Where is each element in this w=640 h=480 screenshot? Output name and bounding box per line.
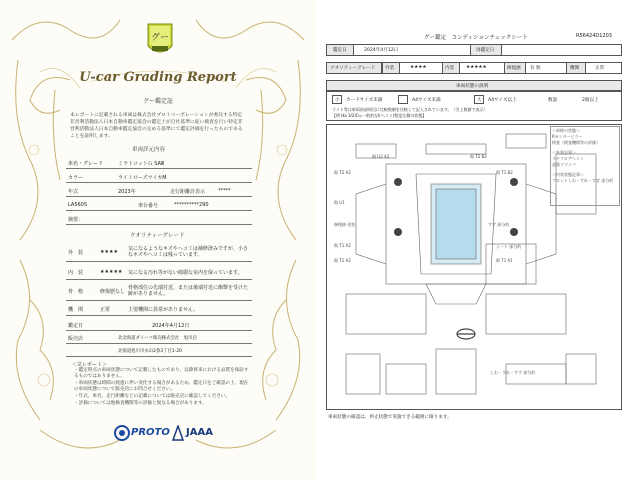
legend-note-1: ライト等は車両前部周辺に比較数値を比較して記入されています。（引上数値で表示） [332, 107, 488, 112]
damage-label-10: すず 部分的 [488, 222, 510, 227]
jaaa-brand: JAAA [186, 427, 213, 438]
section-vehicle-heading: 車両詳元内容 [132, 147, 166, 153]
condition-check-sheet [320, 0, 640, 480]
row-frame [66, 281, 252, 301]
damage-label-8: 修理跡 塗装 [334, 222, 356, 227]
intro-text: 本レポートに記載される車両は株式会社プロトコーポレーションが委託する特定非営利活動法人日本自動車鑑定協会の鑑定士が自社基準に従い検査を行い特定非営利活動法人日本自動車鑑定協会の定める基準にて鑑定評価を行ったものであることを証明します。 [70, 113, 243, 139]
damage-label-1: 傷 U2 A2 [372, 154, 390, 159]
shop-address: 北海道旭川市永山2条3丁目1-20 [118, 349, 182, 354]
damage-label-7: 傷 T1 A2 [334, 258, 351, 263]
frame-value: 修復歴なし [100, 289, 126, 295]
shop-label: 販売店 [68, 336, 84, 342]
interior-desc: 気になる汚れ等がない綺麗な室内を保っています。 [128, 270, 243, 276]
row-car-name [66, 156, 252, 169]
side-note-2b: 品質ソマイバ [552, 162, 576, 167]
row-exterior [66, 242, 252, 262]
sheet-repair-value: 有 無 [530, 66, 541, 71]
goo-appraisal-logo [146, 22, 174, 60]
size-small: 小 [335, 98, 340, 103]
interior-stars: ★★★★★ [100, 269, 123, 275]
engine-desc: 主要機関に異常がありません。 [128, 307, 199, 313]
damage-label-9: 傷 T1 A1 [496, 258, 513, 263]
size-large-desc: A4サイズ以上 [488, 98, 517, 103]
sheet-interior-stars: ★★★★★ [466, 65, 487, 70]
size-mid-desc: A4サイズ未満 [412, 98, 441, 103]
car-name-value: ミラトコットＧ SAⅢ [118, 161, 165, 167]
mileage-value: ***** [218, 188, 231, 194]
sheet-footer: 車両状態の確認は、停止状態で実施できる範囲に限ります。 [328, 415, 452, 420]
count-value: 2個以上 [582, 98, 599, 103]
side-note-3a: フロントしわ・すれ・すぎ 部分的 [552, 178, 614, 183]
damage-label-5: 傷 U1 [334, 200, 345, 205]
engine-value: 正常 [100, 307, 111, 313]
svg-text:グー: グー [150, 33, 170, 43]
proto-logo-mark [114, 425, 130, 441]
sheet-exterior-label: 外装 [385, 66, 395, 71]
sheet-engine-value: 正常 [595, 66, 605, 71]
damage-label-6: 傷 T1 A2 [334, 243, 351, 248]
side-note-title-3: ＜内装状態記事＞ [552, 172, 584, 177]
sheet-date-label: 鑑定日 [333, 48, 347, 53]
notes-label: 摘要： [68, 217, 84, 223]
side-note-1a: Rモンターピラー [552, 134, 583, 139]
sheet-exterior-stars: ★★★★ [410, 65, 427, 70]
year-label: 年式 [68, 189, 79, 195]
damage-label-12: シート 部分的 [496, 244, 522, 249]
size-small-desc: カードサイズ未満 [346, 98, 383, 103]
date-value: 2024年4月12日 [152, 323, 190, 329]
quality-label: クオリティーグレード [330, 66, 376, 71]
sheet-engine-label: 機関 [570, 66, 580, 71]
row-date [66, 318, 252, 331]
row-model [66, 198, 252, 211]
color-label: カラー [68, 175, 84, 181]
note-2: ・車両状態は時間の経過に伴い変化する場合があるため、鑑定日をご確認の上、現在の車両状態について販売店にお問合せください。 [74, 381, 249, 392]
side-note-2a: リヤフロアヘコミ [552, 156, 584, 161]
report-subtitle: グー鑑定証 [142, 98, 173, 105]
sheet-interior-label: 内装 [445, 66, 455, 71]
damage-label-2: 傷 T2 B2 [470, 154, 487, 159]
notes-title: ＜気レポート＞ [72, 362, 108, 368]
engine-label: 機 関 [68, 307, 84, 313]
color-value: ライトローズマイカM [118, 175, 167, 181]
sheet-date-value: 2024年4月12日 [364, 48, 399, 53]
damage-label-4: 傷 T1 B2 [496, 170, 513, 175]
date-label: 鑑定日 [68, 323, 84, 329]
side-note-1b: 検査（検査機関等の評価） [552, 140, 600, 145]
note-4: ・評価については他検査機関等の評価と異なる場合があります。 [74, 401, 207, 406]
row-interior [66, 263, 252, 280]
sheet-repair-label: 修復歴 [507, 66, 521, 71]
side-note-title-2: ＜外装記事＞ [552, 150, 576, 155]
grading-report-panel [0, 0, 316, 480]
sheet-header: グー鑑定 コンディションチェックシート [424, 35, 528, 41]
proto-brand: PROTO [131, 427, 170, 438]
exterior-stars: ★★★★ [100, 249, 118, 255]
section-quality-heading: クオリティーグレード [130, 233, 185, 239]
shop-name: 北北海道ダイハツ販売株式会社 旭川店 [118, 336, 197, 341]
row-engine [66, 302, 252, 316]
mileage-label: 走行距離計表示 [170, 189, 206, 195]
car-name-label: 車名・グレード [68, 161, 104, 167]
model-value: LA560S [68, 202, 88, 208]
legend-note-2: 【例 Ha 3/2(I)=一般的なI(ヘコミ)程度左側の状態】 [332, 113, 427, 118]
frame-desc: 骨格部位の先端付近、または後端付近に衝撃を受けた跡がありません。 [128, 285, 249, 297]
damage-label-3: 傷 T2 A2 [334, 170, 351, 175]
chassis-label: 車台番号 [138, 203, 159, 209]
sheet-doc-id: R56424D1203 [576, 33, 612, 39]
frame-label: 骨 格 [68, 289, 84, 295]
legend-heading: 車両状態の説明 [456, 84, 489, 89]
year-value: 2023年 [118, 189, 136, 195]
exterior-label: 外 装 [68, 250, 84, 256]
chassis-value: **********290 [174, 202, 209, 208]
row-shop [66, 331, 252, 344]
side-note-title-1: ＜車検の状態＞ [552, 128, 580, 133]
size-large: 大 [477, 98, 482, 103]
count-label: 数量 [548, 98, 558, 103]
row-color [66, 170, 252, 183]
damage-label-11: しわ・すれ・すず 部分的 [490, 370, 536, 375]
size-mid-box [398, 95, 408, 104]
note-3: ・年式、車名、走行距離などの記載については販売店に確認してください。 [74, 394, 231, 399]
interior-label: 内 装 [68, 270, 84, 276]
reappraisal-label: 再鑑定日 [476, 48, 495, 53]
row-notes [66, 212, 252, 225]
jaaa-logo-mark [172, 425, 184, 441]
report-title: U-car Grading Report [79, 70, 237, 85]
row-address [66, 344, 252, 357]
row-year [66, 184, 252, 197]
exterior-desc: 気になるようなキズやヘコミは補修済みですが、小さなキズやヘコミは残っています。 [128, 246, 248, 258]
note-1: ・鑑定時点の車両状態について記載したものであり、以降将来における品質を保証するものではありません。 [74, 368, 249, 379]
